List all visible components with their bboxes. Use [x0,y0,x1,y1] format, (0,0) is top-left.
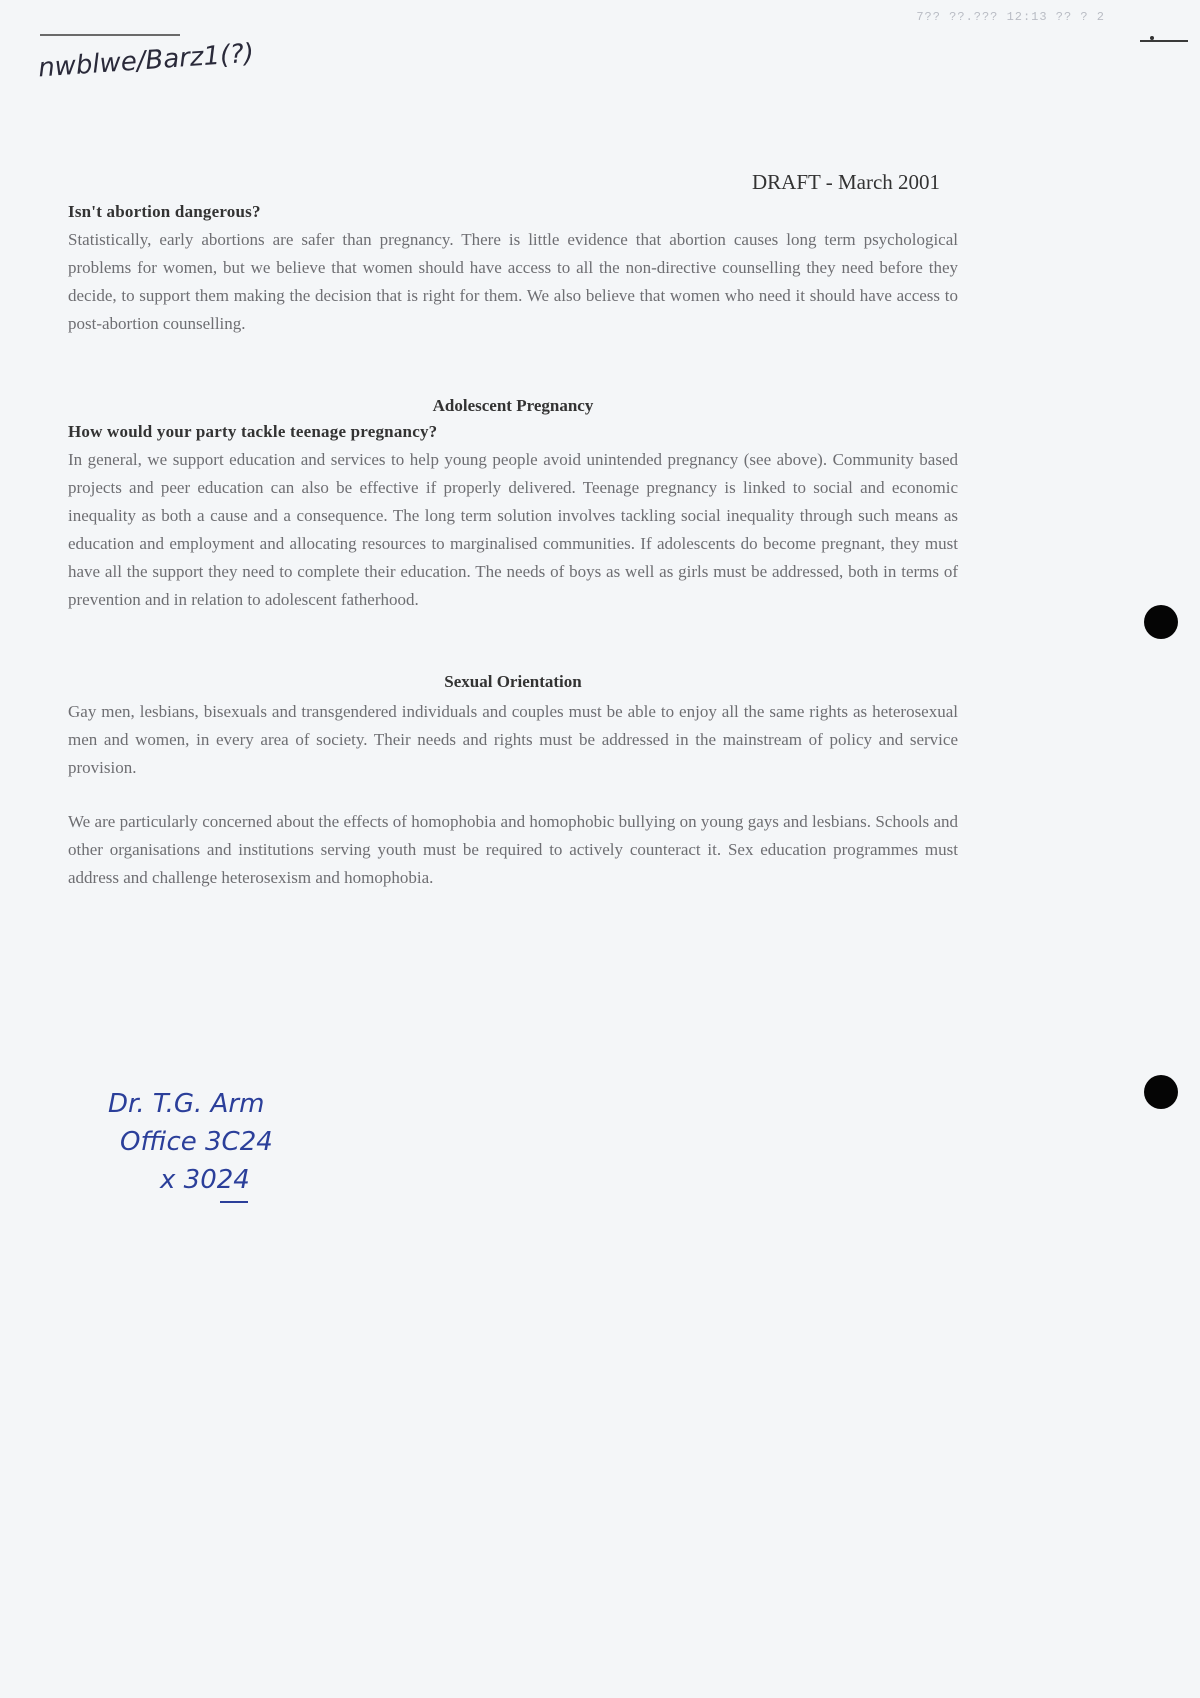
paragraph: We are particularly concerned about the effects of homophobia and homophobic bullying on young gays and lesbians. Schools and other organisations and institutions serving youth must be required to actively counteract it. Sex education programmes must address and challenge heterosexism and homophobia. [68,812,958,887]
section-title: Sexual Orientation [444,672,582,691]
handwritten-reference: nwblwe/Barz1(?) [37,38,256,84]
paragraph: Statistically, early abortions are safer than pregnancy. There is little evidence that abortion causes long term psychological problems for women, but we believe that women should have access to all the non-directive counselling they need before they decide, to support them making the decision that is right for them. We also believe that women who need it should have access to post-abortion counselling. [68,230,958,333]
top-rule [40,34,180,36]
section-adolescent-pregnancy [68,396,958,614]
paragraph: Gay men, lesbians, bisexuals and transgendered individuals and couples must be able to enjoy all the same rights as heterosexual men and women, in every area of society. Their needs and rights must be addressed in the mainstream of policy and service provision. [68,702,958,777]
section-abortion [68,202,958,338]
corner-mark [1140,40,1188,42]
punch-hole [1144,1075,1178,1109]
handwritten-note-office: Office 3C24 [120,1127,273,1157]
handwritten-note-name: Dr. T.G. Arm [108,1089,265,1119]
fax-header-line: 7?? ??.??? 12:13 ?? ? 2 [916,10,1105,24]
draft-label: DRAFT - March 2001 [752,170,941,194]
handwritten-note [108,1085,273,1203]
section-sexual-orientation [68,672,958,892]
question-heading: How would your party tackle teenage pregnancy? [68,422,438,441]
punch-hole [1144,605,1178,639]
handwritten-note-extension: x 3024 [160,1165,250,1195]
handwritten-underline [220,1201,248,1203]
corner-dot [1150,36,1154,40]
document-body [68,202,958,892]
question-heading: Isn't abortion dangerous? [68,202,261,221]
paragraph: In general, we support education and services to help young people avoid unintended pregnancy (see above). Community based projects and peer education can also be effective if properly delivered. Teenage pregnancy is linked to social and economic inequality as both a cause and a consequence. The long term solution involves tackling social inequality through such means as education and employment and allocating resources to marginalised communities. If adolescents do become pregnant, they must have all the support they need to complete their education. The needs of boys as well as girls must be addressed, both in terms of prevention and in relation to adolescent fatherhood. [68,450,958,609]
section-title: Adolescent Pregnancy [432,396,594,415]
